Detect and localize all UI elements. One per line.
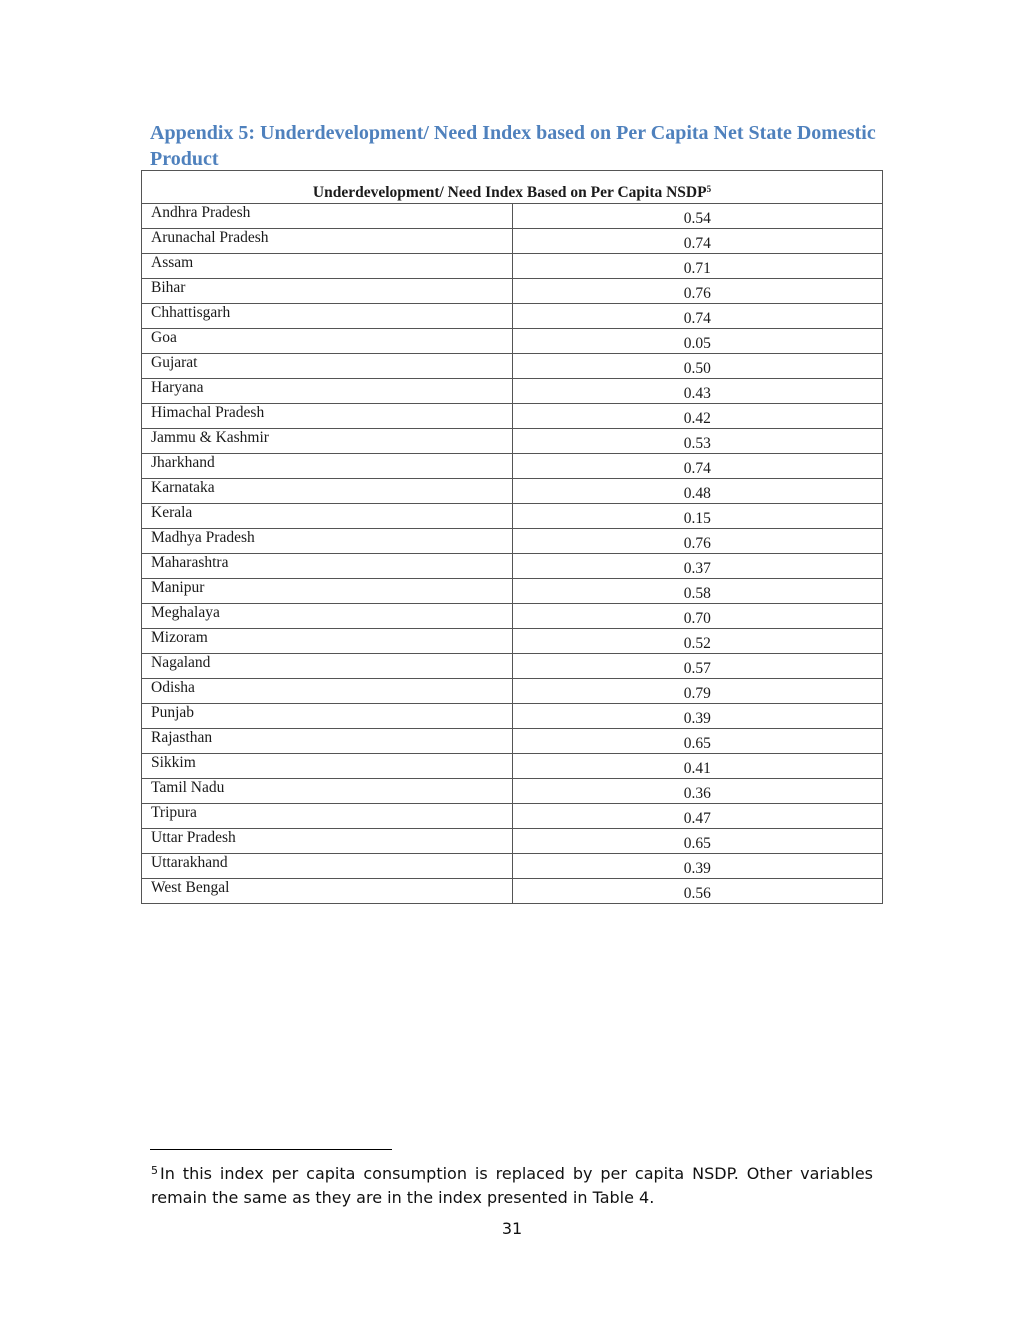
table-row (142, 254, 883, 279)
index-value-cell: 0.53 (512, 429, 883, 454)
index-value-cell: 0.56 (512, 879, 883, 904)
index-value-cell: 0.65 (512, 829, 883, 854)
footnote-marker: 5 (151, 1164, 158, 1177)
state-name-cell: Tripura (142, 804, 513, 829)
state-name-cell: Rajasthan (142, 729, 513, 754)
index-value-cell: 0.43 (512, 379, 883, 404)
state-name-cell: Sikkim (142, 754, 513, 779)
index-value-cell: 0.42 (512, 404, 883, 429)
index-value-cell: 0.65 (512, 729, 883, 754)
table-row (142, 579, 883, 604)
state-name-cell: Chhattisgarh (142, 304, 513, 329)
state-name-cell: Goa (142, 329, 513, 354)
table-row (142, 629, 883, 654)
table-row (142, 754, 883, 779)
table-row (142, 604, 883, 629)
index-value-cell: 0.58 (512, 579, 883, 604)
state-name-cell: Manipur (142, 579, 513, 604)
table-row (142, 679, 883, 704)
footnote (151, 1159, 873, 1210)
index-value-cell: 0.50 (512, 354, 883, 379)
state-name-cell: Gujarat (142, 354, 513, 379)
index-value-cell: 0.39 (512, 704, 883, 729)
index-value-cell: 0.79 (512, 679, 883, 704)
state-name-cell: Uttarakhand (142, 854, 513, 879)
table-row (142, 379, 883, 404)
index-value-cell: 0.74 (512, 229, 883, 254)
table-row (142, 729, 883, 754)
table-row (142, 279, 883, 304)
state-name-cell: Haryana (142, 379, 513, 404)
index-value-cell: 0.47 (512, 804, 883, 829)
index-value-cell: 0.76 (512, 529, 883, 554)
table-header-row (142, 171, 883, 204)
state-name-cell: Himachal Pradesh (142, 404, 513, 429)
index-value-cell: 0.41 (512, 754, 883, 779)
table-header (142, 171, 883, 204)
need-index-table (141, 170, 883, 904)
index-value-cell: 0.15 (512, 504, 883, 529)
state-name-cell: Meghalaya (142, 604, 513, 629)
index-value-cell: 0.37 (512, 554, 883, 579)
index-value-cell: 0.76 (512, 279, 883, 304)
state-name-cell: Punjab (142, 704, 513, 729)
table-row (142, 454, 883, 479)
index-value-cell: 0.70 (512, 604, 883, 629)
state-name-cell: West Bengal (142, 879, 513, 904)
table-row (142, 779, 883, 804)
state-name-cell: Madhya Pradesh (142, 529, 513, 554)
index-value-cell: 0.57 (512, 654, 883, 679)
table-row (142, 204, 883, 229)
index-value-cell: 0.36 (512, 779, 883, 804)
index-value-cell: 0.74 (512, 454, 883, 479)
index-value-cell: 0.48 (512, 479, 883, 504)
state-name-cell: Kerala (142, 504, 513, 529)
state-name-cell: Arunachal Pradesh (142, 229, 513, 254)
table-row (142, 229, 883, 254)
table-row (142, 429, 883, 454)
table-row (142, 854, 883, 879)
table-row (142, 829, 883, 854)
table-row (142, 479, 883, 504)
index-value-cell: 0.39 (512, 854, 883, 879)
table-row (142, 654, 883, 679)
footnote-text: In this index per capita consumption is replaced by per capita NSDP. Other variables remain the same as they are in the index presented in Table 4. (151, 1164, 873, 1207)
table-body (142, 204, 883, 904)
table-row (142, 529, 883, 554)
state-name-cell: Jammu & Kashmir (142, 429, 513, 454)
state-name-cell: Nagaland (142, 654, 513, 679)
state-name-cell: Karnataka (142, 479, 513, 504)
state-name-cell: Jharkhand (142, 454, 513, 479)
appendix-heading: Appendix 5: Underdevelopment/ Need Index based on Per Capita Net State Domestic Product (150, 122, 876, 170)
footnote-divider (150, 1149, 392, 1150)
state-name-cell: Uttar Pradesh (142, 829, 513, 854)
state-name-cell: Bihar (142, 279, 513, 304)
index-value-cell: 0.52 (512, 629, 883, 654)
table-row (142, 404, 883, 429)
index-value-cell: 0.74 (512, 304, 883, 329)
table-row (142, 554, 883, 579)
state-name-cell: Assam (142, 254, 513, 279)
table-row (142, 879, 883, 904)
state-name-cell: Andhra Pradesh (142, 204, 513, 229)
state-name-cell: Tamil Nadu (142, 779, 513, 804)
table-row (142, 304, 883, 329)
table-row (142, 704, 883, 729)
table-row (142, 329, 883, 354)
table-row (142, 504, 883, 529)
index-value-cell: 0.71 (512, 254, 883, 279)
index-value-cell: 0.05 (512, 329, 883, 354)
table-row (142, 804, 883, 829)
table-header-text: Underdevelopment/ Need Index Based on Per Capita NSDP (312, 184, 707, 201)
page-number: 31 (501, 1219, 523, 1238)
footnote-reference: 5 (706, 184, 712, 194)
state-name-cell: Maharashtra (142, 554, 513, 579)
index-value-cell: 0.54 (512, 204, 883, 229)
table-row (142, 354, 883, 379)
state-name-cell: Mizoram (142, 629, 513, 654)
state-name-cell: Odisha (142, 679, 513, 704)
